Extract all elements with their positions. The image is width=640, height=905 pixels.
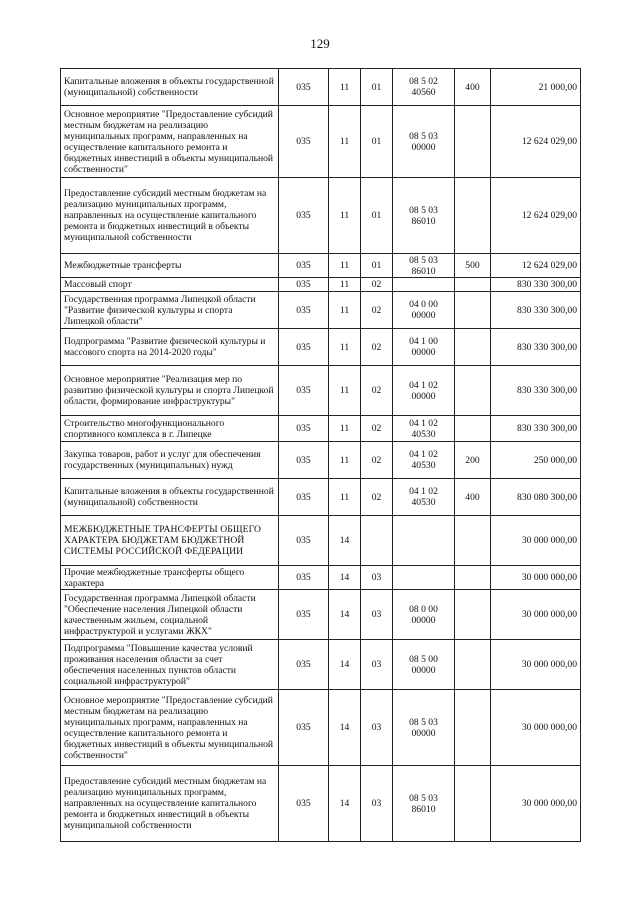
row-amount: 30 000 000,00 [491,766,581,842]
row-name: Массовый спорт [61,278,279,292]
table-row [61,278,581,292]
row-amount: 21 000,00 [491,69,581,106]
row-podrazdel: 02 [361,479,393,516]
row-glava: 035 [279,690,329,766]
row-podrazdel: 03 [361,566,393,590]
row-expense-type: 500 [455,254,491,278]
row-amount: 830 330 300,00 [491,292,581,329]
row-expense-type [455,178,491,254]
row-razdel: 11 [329,329,361,366]
row-podrazdel: 02 [361,366,393,416]
row-razdel: 11 [329,442,361,479]
row-name: Основное мероприятие "Предоставление субсидий местным бюджетам на реализацию муниципальных программ, направленных на осуществление капитального ремонта и бюджетных инвестиций в объекты муниципальной собственности" [61,690,279,766]
row-razdel: 14 [329,766,361,842]
row-target-code: 04 1 02 00000 [393,366,455,416]
row-expense-type [455,640,491,690]
row-amount: 12 624 029,00 [491,254,581,278]
table-row [61,254,581,278]
row-name: Предоставление субсидий местным бюджетам на реализацию муниципальных программ, направленных на осуществление капитального ремонта и бюджетных инвестиций в объекты муниципальной собственности [61,766,279,842]
row-target-code [393,278,455,292]
row-razdel: 11 [329,416,361,442]
row-name: Основное мероприятие "Реализация мер по развитию физической культуры и спорта Липецкой области, формирование инфраструктуры" [61,366,279,416]
row-expense-type [455,766,491,842]
row-podrazdel: 02 [361,416,393,442]
row-razdel: 11 [329,106,361,178]
row-glava: 035 [279,292,329,329]
row-glava: 035 [279,766,329,842]
row-amount: 30 000 000,00 [491,640,581,690]
table-row [61,366,581,416]
row-amount: 30 000 000,00 [491,590,581,640]
table-row [61,640,581,690]
table-row [61,178,581,254]
row-razdel: 11 [329,254,361,278]
row-razdel: 11 [329,278,361,292]
row-razdel: 14 [329,640,361,690]
row-name: Прочие межбюджетные трансферты общего характера [61,566,279,590]
row-expense-type [455,590,491,640]
row-razdel: 11 [329,479,361,516]
row-podrazdel: 03 [361,640,393,690]
row-name: Государственная программа Липецкой области "Развитие физической культуры и спорта Липецкой области" [61,292,279,329]
row-target-code: 08 5 03 86010 [393,254,455,278]
row-podrazdel: 02 [361,329,393,366]
row-expense-type [455,329,491,366]
row-target-code: 04 1 02 40530 [393,479,455,516]
row-podrazdel: 01 [361,69,393,106]
table-row [61,566,581,590]
row-glava: 035 [279,254,329,278]
table-row [61,479,581,516]
row-name: Подпрограмма "Повышение качества условий проживания населения области за счет обеспечения населенных пунктов области социальной инфраструктурой" [61,640,279,690]
row-name: Капитальные вложения в объекты государственной (муниципальной) собственности [61,69,279,106]
row-podrazdel: 02 [361,442,393,479]
row-podrazdel [361,516,393,566]
row-target-code [393,516,455,566]
row-amount: 830 330 300,00 [491,278,581,292]
table-row [61,590,581,640]
row-glava: 035 [279,178,329,254]
row-glava: 035 [279,416,329,442]
table-row [61,766,581,842]
table-row [61,69,581,106]
row-podrazdel: 01 [361,178,393,254]
row-expense-type [455,516,491,566]
row-target-code [393,566,455,590]
row-amount: 830 330 300,00 [491,366,581,416]
row-razdel: 14 [329,566,361,590]
row-target-code: 08 5 03 00000 [393,690,455,766]
row-expense-type [455,566,491,590]
table-row [61,416,581,442]
table-row [61,442,581,479]
row-podrazdel: 03 [361,690,393,766]
row-glava: 035 [279,106,329,178]
table-row [61,690,581,766]
row-expense-type [455,278,491,292]
row-expense-type [455,690,491,766]
table-row [61,516,581,566]
row-target-code: 08 5 03 86010 [393,766,455,842]
row-name: Подпрограмма "Развитие физической культуры и массового спорта на 2014-2020 годы" [61,329,279,366]
table-row [61,106,581,178]
table-row [61,329,581,366]
row-target-code: 04 0 00 00000 [393,292,455,329]
row-name: Государственная программа Липецкой области "Обеспечение населения Липецкой области качественным жильем, социальной инфраструктурой и услугами ЖКХ" [61,590,279,640]
row-razdel: 14 [329,590,361,640]
row-glava: 035 [279,442,329,479]
row-name: Предоставление субсидий местным бюджетам на реализацию муниципальных программ, направленных на осуществление капитального ремонта и бюджетных инвестиций в объекты муниципальной собственности [61,178,279,254]
row-name: Основное мероприятие "Предоставление субсидий местным бюджетам на реализацию муниципальных программ, направленных на осуществление капитального ремонта и бюджетных инвестиций в объекты муниципальной собственности" [61,106,279,178]
page-number: 129 [310,36,330,51]
row-name: Капитальные вложения в объекты государственной (муниципальной) собственности [61,479,279,516]
row-razdel: 11 [329,178,361,254]
row-target-code: 08 5 03 86010 [393,178,455,254]
row-podrazdel: 01 [361,106,393,178]
row-glava: 035 [279,516,329,566]
row-target-code: 04 1 02 40530 [393,442,455,479]
row-glava: 035 [279,479,329,516]
row-expense-type [455,106,491,178]
row-podrazdel: 02 [361,292,393,329]
row-expense-type [455,416,491,442]
row-amount: 830 330 300,00 [491,416,581,442]
row-amount: 830 330 300,00 [491,329,581,366]
row-razdel: 11 [329,69,361,106]
row-razdel: 14 [329,516,361,566]
row-expense-type: 400 [455,479,491,516]
budget-table [60,68,581,842]
row-target-code: 08 5 00 00000 [393,640,455,690]
row-amount: 30 000 000,00 [491,690,581,766]
row-glava: 035 [279,278,329,292]
row-amount: 30 000 000,00 [491,516,581,566]
row-name: МЕЖБЮДЖЕТНЫЕ ТРАНСФЕРТЫ ОБЩЕГО ХАРАКТЕРА БЮДЖЕТАМ БЮДЖЕТНОЙ СИСТЕМЫ РОССИЙСКОЙ ФЕДЕРАЦИИ [61,516,279,566]
row-glava: 035 [279,69,329,106]
row-amount: 12 624 029,00 [491,178,581,254]
row-target-code: 08 0 00 00000 [393,590,455,640]
row-target-code: 04 1 00 00000 [393,329,455,366]
row-podrazdel: 03 [361,766,393,842]
row-amount: 830 080 300,00 [491,479,581,516]
row-target-code: 08 5 03 00000 [393,106,455,178]
row-expense-type [455,292,491,329]
row-podrazdel: 03 [361,590,393,640]
row-glava: 035 [279,329,329,366]
row-glava: 035 [279,366,329,416]
row-glava: 035 [279,566,329,590]
row-expense-type [455,366,491,416]
row-podrazdel: 01 [361,254,393,278]
row-amount: 30 000 000,00 [491,566,581,590]
row-glava: 035 [279,590,329,640]
row-podrazdel: 02 [361,278,393,292]
row-razdel: 14 [329,690,361,766]
row-target-code: 04 1 02 40530 [393,416,455,442]
row-amount: 12 624 029,00 [491,106,581,178]
row-name: Межбюджетные трансферты [61,254,279,278]
row-name: Закупка товаров, работ и услуг для обеспечения государственных (муниципальных) нужд [61,442,279,479]
row-razdel: 11 [329,292,361,329]
table-row [61,292,581,329]
row-expense-type: 400 [455,69,491,106]
row-expense-type: 200 [455,442,491,479]
row-amount: 250 000,00 [491,442,581,479]
row-target-code: 08 5 02 40560 [393,69,455,106]
row-razdel: 11 [329,366,361,416]
row-name: Строительство многофункционального спортивного комплекса в г. Липецке [61,416,279,442]
row-glava: 035 [279,640,329,690]
